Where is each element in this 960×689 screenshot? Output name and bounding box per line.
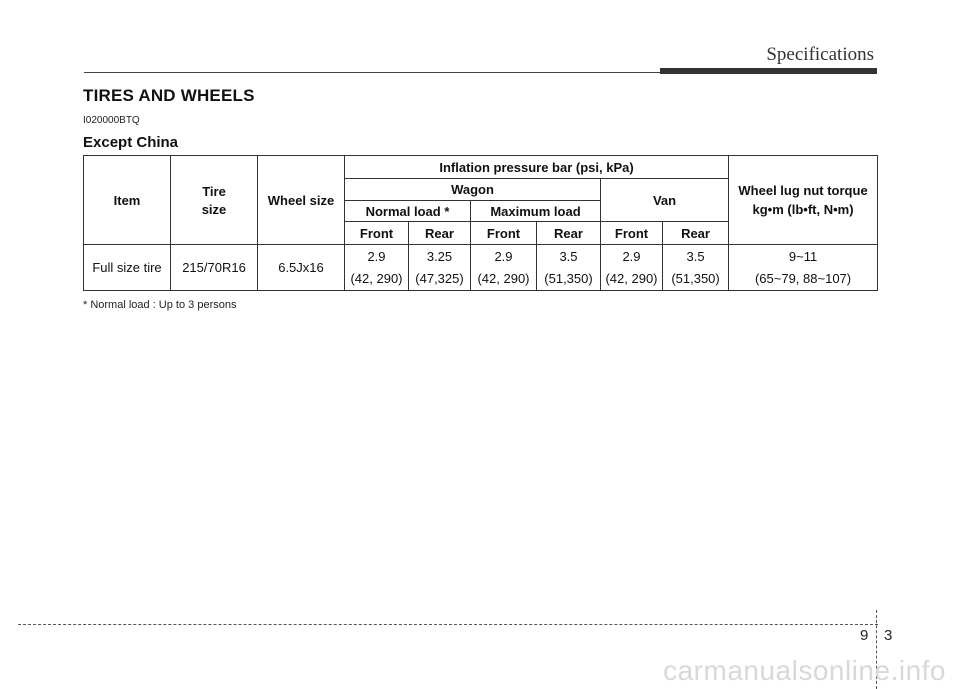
value-sub: (51,350) <box>544 270 593 286</box>
cell-item: Full size tire <box>84 245 171 291</box>
header-item: Item <box>84 156 171 245</box>
value-sub: (51,350) <box>671 270 720 286</box>
header-lug-torque-line1: Wheel lug nut torque <box>738 183 868 198</box>
value-sub: (42, 290) <box>350 270 403 286</box>
header-wagon-max-front: Front <box>471 222 537 245</box>
header-lug-torque-line2: kg•m (lb•ft, N•m) <box>752 202 854 217</box>
header-max-load: Maximum load <box>471 201 601 222</box>
page-title: TIRES AND WHEELS <box>83 86 255 105</box>
footer-rule <box>18 624 878 625</box>
header-tire-size-line2: size <box>201 201 227 217</box>
value-main: 2.9 <box>367 248 386 264</box>
header-van-front: Front <box>601 222 663 245</box>
cell-van-rear <box>663 245 729 291</box>
cell-wagon-normal-rear <box>409 245 471 291</box>
header-tire-size-line1: Tire <box>202 183 226 199</box>
header-wagon-normal-rear: Rear <box>409 222 471 245</box>
value-main: 2.9 <box>494 248 513 264</box>
table-row <box>84 245 878 291</box>
header-normal-load: Normal load * <box>345 201 471 222</box>
header-wagon-normal-front: Front <box>345 222 409 245</box>
header-rule-accent <box>660 68 877 74</box>
tire-spec-table <box>83 155 878 291</box>
document-code: I020000BTQ <box>83 115 140 126</box>
value-sub: (42, 290) <box>477 270 530 286</box>
header-rule <box>84 72 660 73</box>
header-wheel-size: Wheel size <box>258 156 345 245</box>
cell-wagon-max-rear <box>537 245 601 291</box>
value-sub: (42, 290) <box>605 270 658 286</box>
watermark: carmanualsonline.info <box>663 655 946 686</box>
header-inflation: Inflation pressure bar (psi, kPa) <box>345 156 729 179</box>
value-main: 3.5 <box>559 248 578 264</box>
value-main: 3.25 <box>426 248 453 264</box>
region-subtitle: Except China <box>83 134 179 151</box>
chapter-number: 9 <box>860 627 869 644</box>
header-van: Van <box>601 179 729 222</box>
value-sub: (47,325) <box>415 270 464 286</box>
cell-van-front <box>601 245 663 291</box>
value-main: 2.9 <box>622 248 641 264</box>
value-main: 9~11 <box>788 248 818 264</box>
page-number: 3 <box>884 627 893 644</box>
section-title: Specifications <box>766 44 874 65</box>
cell-lug-torque <box>729 245 878 291</box>
footnote: * Normal load : Up to 3 persons <box>83 299 237 311</box>
header-tire-size <box>171 156 258 245</box>
header-wagon: Wagon <box>345 179 601 201</box>
cell-wagon-max-front <box>471 245 537 291</box>
cell-wheel-size: 6.5Jx16 <box>258 245 345 291</box>
header-wagon-max-rear: Rear <box>537 222 601 245</box>
header-lug-torque <box>729 156 878 245</box>
cell-tire-size: 215/70R16 <box>171 245 258 291</box>
value-sub: (65~79, 88~107) <box>754 270 852 286</box>
header-van-rear: Rear <box>663 222 729 245</box>
cell-wagon-normal-front <box>345 245 409 291</box>
value-main: 3.5 <box>686 248 705 264</box>
